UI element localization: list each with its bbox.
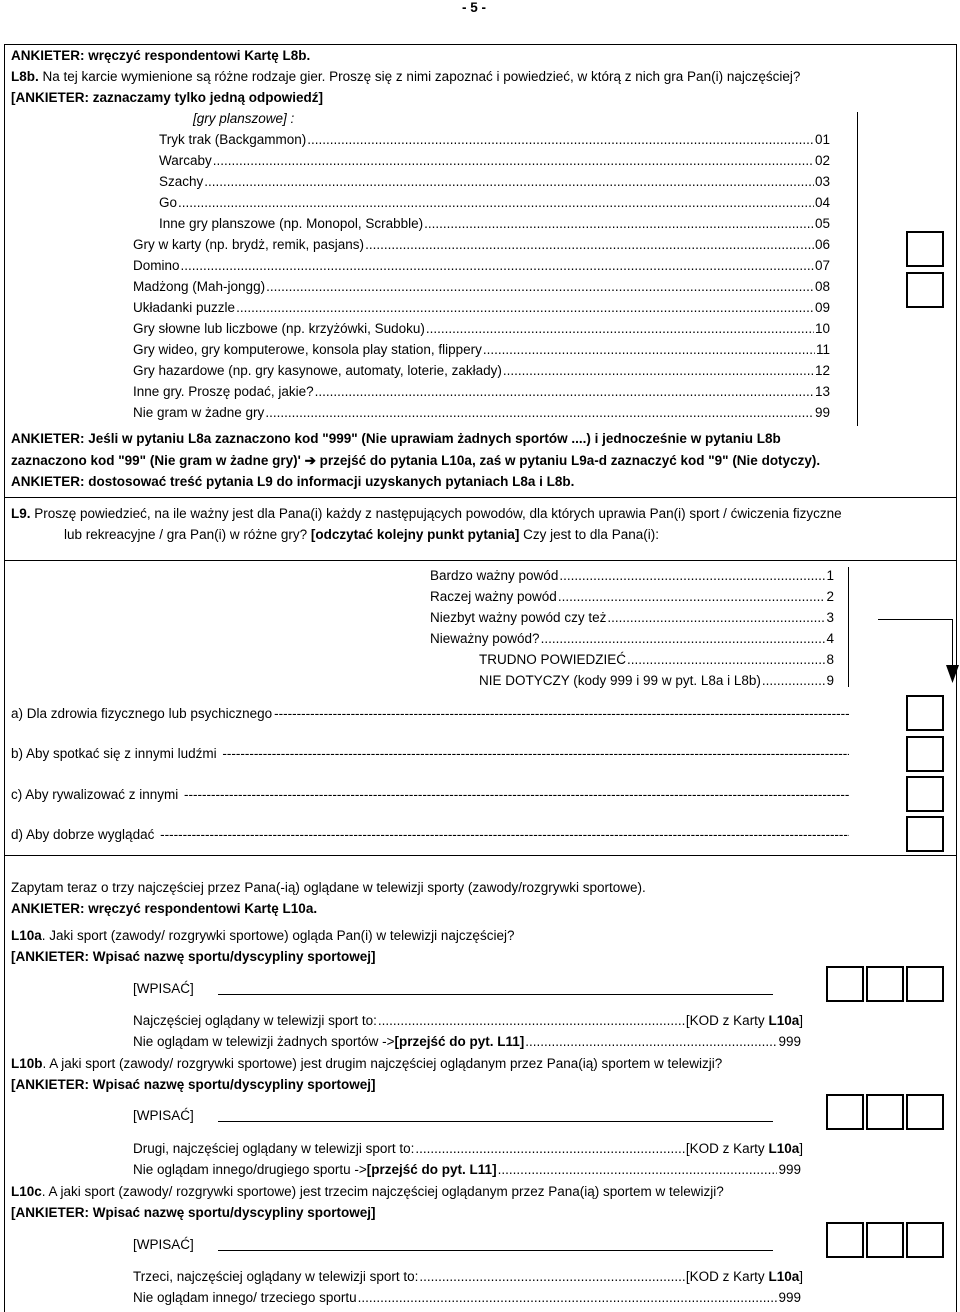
l8b-option-label: Gry słowne lub liczbowe (np. krzyżówki, Sudoku) [133, 321, 425, 336]
l8b-option-row[interactable] [159, 216, 830, 231]
l8b-option-row[interactable] [133, 279, 830, 294]
l9-scale-code: 4 [826, 631, 834, 646]
l9-scale-label: NIE DOTYCZY (kody 999 i 99 w pyt. L8a i L8b) [479, 673, 761, 688]
l10b-question: L10b. A jaki sport (zawody/ rozgrywki sportowe) jest drugim najczęściej oglądanym przez Pana(ią) sportem w telewizji? [11, 1056, 723, 1071]
l9-scale-row[interactable] [430, 610, 834, 625]
l9-item-row [11, 827, 849, 842]
l10c-question: L10c. A jaki sport (zawody/ rozgrywki sportowe) jest trzecim najczęściej oglądanym przez Pana(ią) sportem w telewizji? [11, 1184, 724, 1199]
l8b-option-row[interactable] [133, 258, 830, 273]
l9-scale-code: 8 [826, 652, 834, 667]
l10a-write-instruction: [ANKIETER: Wpisać nazwę sportu/dyscypliny sportowej] [11, 949, 376, 964]
l8b-option-label: Szachy [159, 174, 204, 189]
l9-scale-label: Nieważny powód? [430, 631, 540, 646]
l10c-watched-row: Trzeci, najczęściej oglądany w telewizji sport to: ..... [KOD z Karty L10a] [133, 1269, 803, 1284]
l10b-watched-row: Drugi, najczęściej oglądany w telewizji sport to: ..... [KOD z Karty L10a] [133, 1141, 803, 1156]
l9-scale-row[interactable] [479, 652, 834, 667]
l9-item-row [11, 787, 849, 802]
l8b-option-code: 11 [815, 342, 830, 357]
l10c-write-label: [WPISAĆ] [133, 1237, 194, 1252]
l10a-none-row: Nie oglądam w telewizji żadnych sportów ->[przejść do pyt. L11] ..... 999 [133, 1034, 801, 1049]
l8b-option-code: 99 [814, 405, 830, 420]
l8b-option-row[interactable] [133, 363, 830, 378]
l9-scale-code: 9 [826, 673, 834, 688]
l8b-group-label: [gry planszowe] : [193, 111, 295, 126]
l8b-option-code: 04 [814, 195, 830, 210]
l8b-code-box-2[interactable] [906, 272, 944, 308]
l8b-option-code: 07 [814, 258, 830, 273]
l9-scale-label: TRUDNO POWIEDZIEĆ [479, 652, 626, 667]
l8b-option-code: 09 [814, 300, 830, 315]
l8b-instruction: [ANKIETER: zaznaczamy tylko jedną odpowiedź] [11, 90, 324, 105]
l8b-option-row[interactable] [133, 237, 830, 252]
l10-intro: Zapytam teraz o trzy najczęściej przez Pana(-ią) oglądane w telewizji sporty (zawody/rozgrywki sportowe). [11, 880, 646, 895]
l10b-box-1[interactable] [826, 1094, 864, 1130]
l8b-option-code: 10 [814, 321, 830, 336]
l8b-option-code: 12 [814, 363, 830, 378]
l8b-option-row[interactable] [133, 342, 830, 357]
l8b-option-row[interactable] [133, 321, 830, 336]
l8b-option-label: Inne gry planszowe (np. Monopol, Scrabble) [159, 216, 424, 231]
filter-note-line1: ANKIETER: Jeśli w pytaniu L8a zaznaczono kod "999" (Nie uprawiam żadnych sportów ....) i jednocześnie w pytaniu L8b [11, 431, 781, 446]
l8b-option-code: 01 [814, 132, 830, 147]
l8b-option-code: 03 [814, 174, 830, 189]
l8b-option-label: Go [159, 195, 178, 210]
arrow-down-icon [946, 665, 959, 683]
l8b-option-label: Gry w karty (np. brydż, remik, pasjans) [133, 237, 365, 252]
l10a-watched-row: Najczęściej oglądany w telewizji sport to: ..... [KOD z Karty L10a] [133, 1013, 803, 1028]
l9-scale-row[interactable] [479, 673, 834, 688]
l8b-option-label: Układanki puzzle [133, 300, 236, 315]
l10c-none-row: Nie oglądam innego/ trzeciego sportu ..... 999 [133, 1290, 801, 1305]
l8b-option-row[interactable] [133, 384, 830, 399]
l10a-question: L10a. Jaki sport (zawody/ rozgrywki sportowe) ogląda Pan(i) w telewizji najczęściej? [11, 928, 515, 943]
l9a-box-2[interactable] [906, 736, 944, 772]
filter-note-line2: zaznaczono kod "99" (Nie gram w żadne gry)' ➔ przejść do pytania L10a, zaś w pytaniu L9a-d zaznaczyć kod "9" (Nie dotyczy). [11, 453, 821, 468]
l8b-option-label: Gry hazardowe (np. gry kasynowe, automaty, loterie, zakłady) [133, 363, 502, 378]
l8b-option-label: Warcaby [159, 153, 212, 168]
l9-item-row [11, 746, 849, 761]
l8b-question: L8b. Na tej karcie wymienione są różne rodzaje gier. Proszę się z nimi zapoznać i powiedzieć, w którą z nich gra Pan(i) najczęściej? [11, 69, 801, 84]
l9-item-label: d) Aby dobrze wyglądać [11, 827, 159, 842]
l9-scale-code: 2 [826, 589, 834, 604]
l9a-box-1[interactable] [906, 695, 944, 731]
l8b-option-row[interactable] [159, 153, 830, 168]
l8b-option-label: Madżong (Mah-jongg) [133, 279, 266, 294]
l10c-write-instruction: [ANKIETER: Wpisać nazwę sportu/dyscypliny sportowej] [11, 1205, 376, 1220]
l10-card-instruction: ANKIETER: wręczyć respondentowi Kartę L10a. [11, 901, 318, 916]
l9-scale-label: Bardzo ważny powód [430, 568, 559, 583]
l9-scale-code: 1 [826, 568, 834, 583]
l9-question-line1: L9. Proszę powiedzieć, na ile ważny jest dla Pana(i) każdy z następujących powodów, dla których uprawia Pan(i) sport / ćwiczenia fizyczne [11, 506, 842, 521]
l8b-option-row[interactable] [133, 405, 830, 420]
l10c-box-2[interactable] [866, 1222, 904, 1258]
l10b-none-row: Nie oglądam innego/drugiego sportu ->[przejść do pyt. L11] ..... 999 [133, 1162, 801, 1177]
l9-scale-row[interactable] [430, 568, 834, 583]
l8b-option-label: Tryk trak (Backgammon) [159, 132, 307, 147]
l9-scale-label: Niezbyt ważny powód czy też [430, 610, 607, 625]
l8b-option-row[interactable] [159, 132, 830, 147]
l8b-option-code: 08 [814, 279, 830, 294]
l9-question-line2: lub rekreacyjne / gra Pan(i) w różne gry? [odczytać kolejny punkt pytania] Czy jest to dla Pana(i): [64, 527, 659, 542]
l10a-box-3[interactable] [906, 966, 944, 1002]
l10b-box-2[interactable] [866, 1094, 904, 1130]
l8b-option-label: Gry wideo, gry komputerowe, konsola play station, flippery [133, 342, 482, 357]
l10b-box-3[interactable] [906, 1094, 944, 1130]
l10a-box-2[interactable] [866, 966, 904, 1002]
l8b-option-label: Domino [133, 258, 180, 273]
l8b-option-code: 06 [814, 237, 830, 252]
filter-note-line3: ANKIETER: dostosować treść pytania L9 do informacji uzyskanych pytaniach L8a i L8b. [11, 474, 575, 489]
l8b-option-code: 02 [814, 153, 830, 168]
l10c-write-line[interactable] [218, 1250, 773, 1251]
l8b-option-code: 13 [814, 384, 830, 399]
l10b-write-instruction: [ANKIETER: Wpisać nazwę sportu/dyscypliny sportowej] [11, 1077, 376, 1092]
page-number: - 5 - [462, 0, 487, 15]
l8b-option-label: Nie gram w żadne gry [133, 405, 265, 420]
l9-item-label: c) Aby rywalizować z innymi [11, 787, 183, 802]
l10b-write-line[interactable] [218, 1121, 773, 1122]
l10b-write-label: [WPISAĆ] [133, 1108, 194, 1123]
l9-item-label: b) Aby spotkać się z innymi ludźmi [11, 746, 221, 761]
l8b-option-row[interactable] [159, 174, 830, 189]
l8b-option-row[interactable] [159, 195, 830, 210]
l9-scale-label: Raczej ważny powód [430, 589, 557, 604]
l8b-option-row[interactable] [133, 300, 830, 315]
l9a-box-3[interactable] [906, 776, 944, 812]
l10a-write-label: [WPISAĆ] [133, 981, 194, 996]
l8b-option-label: Inne gry. Proszę podać, jakie? [133, 384, 314, 399]
l9-item-row [11, 706, 849, 721]
l10c-box-3[interactable] [906, 1222, 944, 1258]
l9-scale-row[interactable] [430, 589, 834, 604]
l9-item-label: a) Dla zdrowia fizycznego lub psychicznego [11, 706, 273, 721]
l10a-box-1[interactable] [826, 966, 864, 1002]
l9a-box-4[interactable] [906, 816, 944, 852]
l10a-write-line[interactable] [218, 994, 773, 995]
l9-scale-code: 3 [826, 610, 834, 625]
l10c-box-1[interactable] [826, 1222, 864, 1258]
l8b-option-code: 05 [814, 216, 830, 231]
l8b-card-instruction: ANKIETER: wręczyć respondentowi Kartę L8b. [11, 48, 311, 63]
l8b-code-box-1[interactable] [906, 231, 944, 267]
l9-scale-row[interactable] [430, 631, 834, 646]
